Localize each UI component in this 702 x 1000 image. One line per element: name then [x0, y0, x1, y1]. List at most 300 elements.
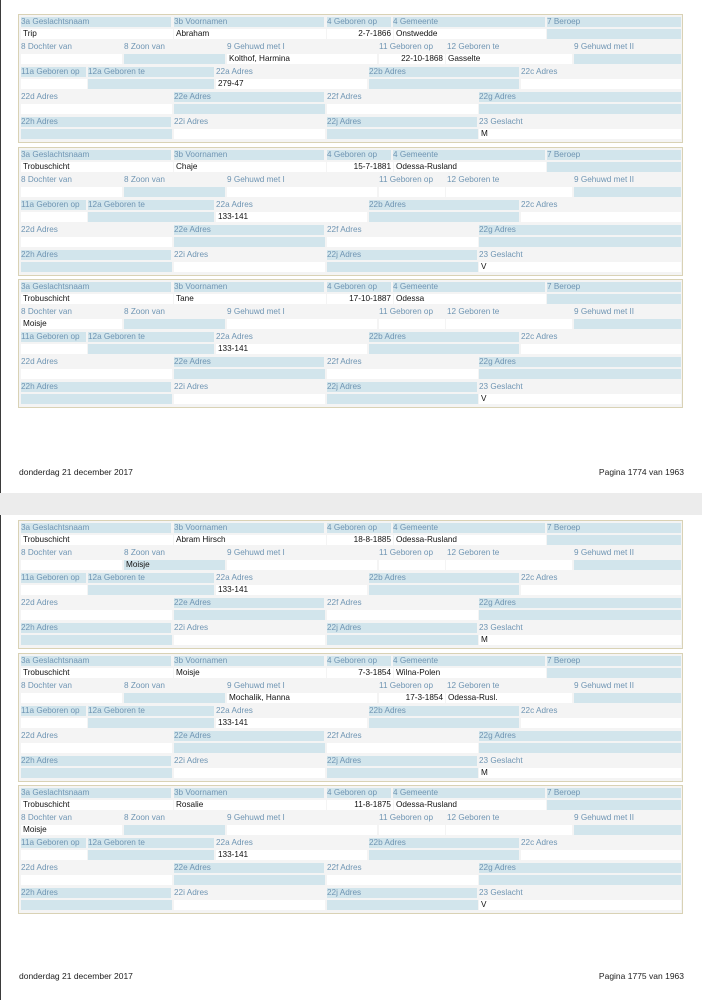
field-label-l12a: 12a Geboren te: [88, 573, 214, 583]
surname-field[interactable]: [21, 294, 173, 304]
firstnames-field-value: Moisje: [176, 668, 200, 677]
field-label-l7: 7 Beroep: [547, 282, 681, 292]
spouse-birth-date-field[interactable]: [379, 187, 445, 197]
field-label-l22j: 22j Adres: [327, 250, 477, 260]
birth-date-field[interactable]: [327, 800, 393, 810]
field-label-l22c: 22c Adres: [521, 200, 681, 210]
field-label-l9a: 9 Gehuwd met I: [227, 307, 377, 317]
birth-date-field-value: 7-3-1854: [358, 668, 391, 677]
field-label-l8d: 8 Dochter van: [21, 681, 121, 691]
birth-date-field[interactable]: [327, 29, 393, 39]
field-label-l22e: 22e Adres: [174, 731, 324, 741]
field-label-l22h: 22h Adres: [21, 250, 171, 260]
address-22h-field[interactable]: [21, 768, 172, 778]
field-label-l7: 7 Beroep: [547, 788, 681, 798]
married-I-field[interactable]: [227, 187, 377, 197]
spouse-birthplace-field[interactable]: [446, 693, 572, 703]
married-I-field-value: Mochalik, Hanna: [229, 693, 290, 702]
address-22e-field[interactable]: [174, 875, 325, 885]
firstnames-field-value: Chaje: [176, 162, 198, 171]
person-record: [18, 14, 683, 143]
son-of-field[interactable]: [124, 825, 225, 835]
field-label-l12a: 12a Geboren te: [88, 838, 214, 848]
birth-date-11a-field[interactable]: [21, 212, 87, 222]
daughter-of-field[interactable]: [21, 54, 122, 64]
field-label-l11a: 11a Geboren op: [21, 67, 86, 77]
municipality-field[interactable]: [394, 162, 546, 172]
occupation-field[interactable]: [547, 668, 681, 678]
married-I-field-value: Kolthof, Harmina: [229, 54, 290, 63]
field-label-l23: 23 Geslacht: [479, 623, 681, 633]
address-22j-field[interactable]: [327, 394, 478, 404]
address-22a-field[interactable]: [216, 850, 367, 860]
field-label-l9b: 9 Gehuwd met II: [574, 307, 681, 317]
daughter-of-field[interactable]: [21, 825, 122, 835]
field-label-l4g: 4 Gemeente: [393, 282, 545, 292]
page-separator: [0, 493, 702, 515]
surname-field[interactable]: [21, 162, 173, 172]
firstnames-field[interactable]: [174, 668, 326, 678]
field-label-l11a: 11a Geboren op: [21, 200, 86, 210]
address-22i-field[interactable]: [174, 768, 325, 778]
field-label-l12: 12 Geboren te: [447, 307, 571, 317]
field-label-l11: 11 Geboren op: [379, 681, 443, 691]
municipality-field[interactable]: [394, 29, 546, 39]
address-22e-field[interactable]: [174, 743, 325, 753]
firstnames-field[interactable]: [174, 800, 326, 810]
field-label-l3b: 3b Voornamen: [174, 17, 324, 27]
surname-field[interactable]: [21, 535, 173, 545]
surname-field-value: Trobuschicht: [23, 535, 70, 544]
field-label-l22e: 22e Adres: [174, 598, 324, 608]
field-label-l9a: 9 Gehuwd met I: [227, 813, 377, 823]
sex-field[interactable]: [479, 768, 681, 778]
address-22i-field[interactable]: [174, 129, 325, 139]
birthplace-12a-field[interactable]: [88, 212, 214, 222]
address-22b-field[interactable]: [369, 212, 519, 222]
field-label-l22a: 22a Adres: [216, 706, 366, 716]
married-II-field[interactable]: [574, 319, 681, 329]
field-label-l9a: 9 Gehuwd met I: [227, 548, 377, 558]
municipality-field[interactable]: [394, 800, 546, 810]
field-label-l22d: 22d Adres: [21, 598, 171, 608]
address-22d-field[interactable]: [21, 875, 172, 885]
field-label-l22d: 22d Adres: [21, 863, 171, 873]
spouse-birth-date-field[interactable]: [379, 693, 445, 703]
page-edge: [0, 0, 1, 493]
field-label-l8z: 8 Zoon van: [124, 175, 224, 185]
address-22h-field[interactable]: [21, 900, 172, 910]
field-label-l11a: 11a Geboren op: [21, 573, 86, 583]
field-label-l22g: 22g Adres: [479, 731, 681, 741]
field-label-l22a: 22a Adres: [216, 838, 366, 848]
address-22g-field[interactable]: [479, 369, 681, 379]
spouse-birthplace-field-value: Gasselte: [448, 54, 481, 63]
address-22i-field[interactable]: [174, 900, 325, 910]
spouse-birthplace-field[interactable]: [446, 825, 572, 835]
field-label-l22e: 22e Adres: [174, 357, 324, 367]
field-label-l22j: 22j Adres: [327, 382, 477, 392]
birth-date-field-value: 18-8-1885: [353, 535, 391, 544]
field-label-l23: 23 Geslacht: [479, 888, 681, 898]
birthplace-12a-field[interactable]: [88, 79, 214, 89]
married-II-field[interactable]: [574, 825, 681, 835]
field-label-l9b: 9 Gehuwd met II: [574, 813, 681, 823]
address-22a-field-value: 133-141: [218, 344, 249, 353]
married-II-field[interactable]: [574, 693, 681, 703]
field-label-l4g: 4 Gemeente: [393, 150, 545, 160]
address-22b-field[interactable]: [369, 585, 519, 595]
person-record: [18, 147, 683, 276]
son-of-field[interactable]: [124, 319, 225, 329]
address-22a-field[interactable]: [216, 718, 367, 728]
sex-field-value: V: [481, 900, 487, 909]
field-label-l22c: 22c Adres: [521, 332, 681, 342]
field-label-l12: 12 Geboren te: [447, 813, 571, 823]
birth-date-11a-field[interactable]: [21, 585, 87, 595]
surname-field-value: Trip: [23, 29, 37, 38]
field-label-l22a: 22a Adres: [216, 67, 366, 77]
daughter-of-field-value: Moisje: [23, 319, 47, 328]
firstnames-field[interactable]: [174, 162, 326, 172]
address-22g-field[interactable]: [479, 104, 681, 114]
field-label-l22g: 22g Adres: [479, 357, 681, 367]
daughter-of-field-value: Moisje: [23, 825, 47, 834]
birthplace-12a-field[interactable]: [88, 718, 214, 728]
field-label-l22b: 22b Adres: [369, 67, 519, 77]
address-22f-field[interactable]: [327, 610, 478, 620]
address-22e-field[interactable]: [174, 369, 325, 379]
address-22c-field[interactable]: [521, 79, 681, 89]
daughter-of-field[interactable]: [21, 319, 122, 329]
field-label-l3b: 3b Voornamen: [174, 150, 324, 160]
address-22f-field[interactable]: [327, 875, 478, 885]
field-label-l9b: 9 Gehuwd met II: [574, 42, 681, 52]
field-label-l12: 12 Geboren te: [447, 548, 571, 558]
field-label-l22i: 22i Adres: [174, 888, 324, 898]
address-22d-field[interactable]: [21, 237, 172, 247]
field-label-l9a: 9 Gehuwd met I: [227, 175, 377, 185]
field-label-l4g: 4 Gemeente: [393, 656, 545, 666]
sex-field[interactable]: [479, 262, 681, 272]
field-label-l4g: 4 Gemeente: [393, 17, 545, 27]
address-22a-field-value: 133-141: [218, 850, 249, 859]
birthplace-12a-field[interactable]: [88, 344, 214, 354]
address-22b-field[interactable]: [369, 344, 519, 354]
surname-field-value: Trobuschicht: [23, 800, 70, 809]
field-label-l22i: 22i Adres: [174, 756, 324, 766]
address-22g-field[interactable]: [479, 875, 681, 885]
address-22f-field[interactable]: [327, 369, 478, 379]
address-22f-field[interactable]: [327, 743, 478, 753]
address-22b-field[interactable]: [369, 79, 519, 89]
person-record: [18, 279, 683, 408]
address-22g-field[interactable]: [479, 743, 681, 753]
sex-field-value: M: [481, 768, 488, 777]
birthplace-12a-field[interactable]: [88, 585, 214, 595]
spouse-birth-date-field[interactable]: [379, 825, 445, 835]
field-label-l22f: 22f Adres: [327, 92, 477, 102]
address-22d-field[interactable]: [21, 743, 172, 753]
birth-date-field[interactable]: [327, 162, 393, 172]
field-label-l4: 4 Geboren op: [327, 150, 391, 160]
address-22g-field[interactable]: [479, 610, 681, 620]
address-22d-field[interactable]: [21, 369, 172, 379]
son-of-field-value: Moisje: [126, 560, 150, 569]
daughter-of-field[interactable]: [21, 187, 122, 197]
municipality-field-value: Odessa-Rusland: [396, 162, 457, 171]
field-label-l22j: 22j Adres: [327, 117, 477, 127]
field-label-l3a: 3a Geslachtsnaam: [21, 150, 171, 160]
field-label-l22j: 22j Adres: [327, 888, 477, 898]
field-label-l3b: 3b Voornamen: [174, 656, 324, 666]
person-record: [18, 785, 683, 914]
sex-field[interactable]: [479, 900, 681, 910]
field-label-l8d: 8 Dochter van: [21, 42, 121, 52]
field-label-l4: 4 Geboren op: [327, 656, 391, 666]
municipality-field[interactable]: [394, 668, 546, 678]
address-22e-field[interactable]: [174, 237, 325, 247]
field-label-l22d: 22d Adres: [21, 357, 171, 367]
spouse-birthplace-field[interactable]: [446, 54, 572, 64]
spouse-birthplace-field[interactable]: [446, 319, 572, 329]
married-I-field[interactable]: [227, 54, 377, 64]
address-22h-field[interactable]: [21, 394, 172, 404]
field-label-l22d: 22d Adres: [21, 225, 171, 235]
firstnames-field[interactable]: [174, 29, 326, 39]
address-22d-field[interactable]: [21, 610, 172, 620]
address-22h-field[interactable]: [21, 129, 172, 139]
field-label-l7: 7 Beroep: [547, 523, 681, 533]
address-22c-field[interactable]: [521, 850, 681, 860]
address-22j-field[interactable]: [327, 768, 478, 778]
field-label-l9b: 9 Gehuwd met II: [574, 548, 681, 558]
field-label-l22j: 22j Adres: [327, 623, 477, 633]
field-label-l4: 4 Geboren op: [327, 788, 391, 798]
address-22h-field[interactable]: [21, 262, 172, 272]
field-label-l9b: 9 Gehuwd met II: [574, 175, 681, 185]
address-22j-field[interactable]: [327, 262, 478, 272]
address-22b-field[interactable]: [369, 850, 519, 860]
field-label-l3a: 3a Geslachtsnaam: [21, 17, 171, 27]
sex-field-value: V: [481, 394, 487, 403]
sex-field[interactable]: [479, 635, 681, 645]
address-22b-field[interactable]: [369, 718, 519, 728]
field-label-l8d: 8 Dochter van: [21, 307, 121, 317]
son-of-field[interactable]: [124, 693, 225, 703]
address-22a-field-value: 279-47: [218, 79, 244, 88]
field-label-l11: 11 Geboren op: [379, 307, 443, 317]
occupation-field[interactable]: [547, 800, 681, 810]
field-label-l12: 12 Geboren te: [447, 681, 571, 691]
address-22j-field[interactable]: [327, 900, 478, 910]
surname-field[interactable]: [21, 668, 173, 678]
sex-field-value: M: [481, 129, 488, 138]
field-label-l11: 11 Geboren op: [379, 42, 443, 52]
address-22f-field[interactable]: [327, 104, 478, 114]
field-label-l22g: 22g Adres: [479, 598, 681, 608]
surname-field[interactable]: [21, 800, 173, 810]
son-of-field[interactable]: [124, 187, 225, 197]
field-label-l22a: 22a Adres: [216, 332, 366, 342]
municipality-field[interactable]: [394, 294, 546, 304]
field-label-l22e: 22e Adres: [174, 92, 324, 102]
birth-date-field-value: 2-7-1866: [358, 29, 391, 38]
field-label-l8d: 8 Dochter van: [21, 548, 121, 558]
field-label-l4: 4 Geboren op: [327, 282, 391, 292]
field-label-l12a: 12a Geboren te: [88, 67, 214, 77]
birth-date-11a-field[interactable]: [21, 344, 87, 354]
married-I-field[interactable]: [227, 693, 377, 703]
married-I-field[interactable]: [227, 825, 377, 835]
address-22d-field[interactable]: [21, 104, 172, 114]
birth-date-field[interactable]: [327, 668, 393, 678]
field-label-l22h: 22h Adres: [21, 888, 171, 898]
municipality-field-value: Odessa-Rusland: [396, 800, 457, 809]
address-22a-field[interactable]: [216, 79, 367, 89]
field-label-l11: 11 Geboren op: [379, 548, 443, 558]
address-22c-field[interactable]: [521, 718, 681, 728]
field-label-l22g: 22g Adres: [479, 863, 681, 873]
footer-date: donderdag 21 december 2017: [19, 971, 133, 981]
address-22a-field[interactable]: [216, 344, 367, 354]
field-label-l7: 7 Beroep: [547, 656, 681, 666]
birth-date-11a-field[interactable]: [21, 718, 87, 728]
field-label-l8d: 8 Dochter van: [21, 813, 121, 823]
son-of-field[interactable]: [124, 560, 225, 570]
address-22i-field[interactable]: [174, 635, 325, 645]
spouse-birthplace-field-value: Odessa-Rusl.: [448, 693, 498, 702]
birth-date-11a-field[interactable]: [21, 850, 87, 860]
field-label-l22c: 22c Adres: [521, 67, 681, 77]
field-label-l22j: 22j Adres: [327, 756, 477, 766]
spouse-birth-date-field-value: 17-3-1854: [405, 693, 443, 702]
field-label-l8z: 8 Zoon van: [124, 813, 224, 823]
field-label-l22i: 22i Adres: [174, 250, 324, 260]
surname-field-value: Trobuschicht: [23, 162, 70, 171]
field-label-l22h: 22h Adres: [21, 117, 171, 127]
field-label-l22b: 22b Adres: [369, 838, 519, 848]
field-label-l22g: 22g Adres: [479, 225, 681, 235]
married-II-field[interactable]: [574, 560, 681, 570]
firstnames-field[interactable]: [174, 294, 326, 304]
spouse-birthplace-field[interactable]: [446, 560, 572, 570]
person-record: [18, 520, 683, 649]
married-II-field[interactable]: [574, 54, 681, 64]
address-22f-field[interactable]: [327, 237, 478, 247]
firstnames-field-value: Abram Hirsch: [176, 535, 226, 544]
field-label-l12a: 12a Geboren te: [88, 706, 214, 716]
field-label-l22i: 22i Adres: [174, 117, 324, 127]
field-label-l22a: 22a Adres: [216, 200, 366, 210]
firstnames-field[interactable]: [174, 535, 326, 545]
page-edge: [0, 515, 1, 1000]
spouse-birthplace-field[interactable]: [446, 187, 572, 197]
birth-date-field[interactable]: [327, 535, 393, 545]
surname-field-value: Trobuschicht: [23, 294, 70, 303]
surname-field[interactable]: [21, 29, 173, 39]
address-22c-field[interactable]: [521, 585, 681, 595]
footer-page-number: Pagina 1775 van 1963: [598, 971, 684, 981]
married-II-field[interactable]: [574, 187, 681, 197]
field-label-l12: 12 Geboren te: [447, 175, 571, 185]
address-22e-field[interactable]: [174, 104, 325, 114]
field-label-l11a: 11a Geboren op: [21, 332, 86, 342]
occupation-field[interactable]: [547, 29, 681, 39]
occupation-field[interactable]: [547, 162, 681, 172]
municipality-field-value: Odessa: [396, 294, 425, 303]
field-label-l3b: 3b Voornamen: [174, 788, 324, 798]
address-22c-field[interactable]: [521, 344, 681, 354]
address-22a-field[interactable]: [216, 585, 367, 595]
address-22g-field[interactable]: [479, 237, 681, 247]
address-22a-field[interactable]: [216, 212, 367, 222]
daughter-of-field[interactable]: [21, 693, 122, 703]
field-label-l4g: 4 Gemeente: [393, 523, 545, 533]
son-of-field[interactable]: [124, 54, 225, 64]
birth-date-field[interactable]: [327, 294, 393, 304]
spouse-birth-date-field-value: 22-10-1868: [401, 54, 443, 63]
field-label-l22f: 22f Adres: [327, 863, 477, 873]
field-label-l3a: 3a Geslachtsnaam: [21, 523, 171, 533]
sex-field-value: V: [481, 262, 487, 271]
married-I-field[interactable]: [227, 560, 377, 570]
field-label-l12a: 12a Geboren te: [88, 200, 214, 210]
municipality-field[interactable]: [394, 535, 546, 545]
field-label-l22e: 22e Adres: [174, 225, 324, 235]
field-label-l9b: 9 Gehuwd met II: [574, 681, 681, 691]
firstnames-field-value: Rosalie: [176, 800, 204, 809]
address-22a-field-value: 133-141: [218, 212, 249, 221]
field-label-l22b: 22b Adres: [369, 573, 519, 583]
field-label-l3a: 3a Geslachtsnaam: [21, 656, 171, 666]
field-label-l11a: 11a Geboren op: [21, 838, 86, 848]
address-22j-field[interactable]: [327, 129, 478, 139]
spouse-birth-date-field[interactable]: [379, 319, 445, 329]
page-2: [0, 515, 702, 1000]
address-22i-field[interactable]: [174, 394, 325, 404]
birthplace-12a-field[interactable]: [88, 850, 214, 860]
field-label-l22g: 22g Adres: [479, 92, 681, 102]
occupation-field[interactable]: [547, 535, 681, 545]
spouse-birth-date-field[interactable]: [379, 54, 445, 64]
field-label-l22c: 22c Adres: [521, 706, 681, 716]
field-label-l22a: 22a Adres: [216, 573, 366, 583]
occupation-field[interactable]: [547, 294, 681, 304]
address-22e-field[interactable]: [174, 610, 325, 620]
sex-field[interactable]: [479, 394, 681, 404]
field-label-l22f: 22f Adres: [327, 357, 477, 367]
field-label-l22c: 22c Adres: [521, 573, 681, 583]
address-22i-field[interactable]: [174, 262, 325, 272]
address-22c-field[interactable]: [521, 212, 681, 222]
field-label-l3b: 3b Voornamen: [174, 282, 324, 292]
field-label-l23: 23 Geslacht: [479, 117, 681, 127]
sex-field[interactable]: [479, 129, 681, 139]
field-label-l7: 7 Beroep: [547, 150, 681, 160]
field-label-l9a: 9 Gehuwd met I: [227, 42, 377, 52]
surname-field-value: Trobuschicht: [23, 668, 70, 677]
married-I-field[interactable]: [227, 319, 377, 329]
address-22j-field[interactable]: [327, 635, 478, 645]
field-label-l22b: 22b Adres: [369, 200, 519, 210]
daughter-of-field[interactable]: [21, 560, 122, 570]
field-label-l11a: 11a Geboren op: [21, 706, 86, 716]
field-label-l22f: 22f Adres: [327, 225, 477, 235]
spouse-birth-date-field[interactable]: [379, 560, 445, 570]
address-22h-field[interactable]: [21, 635, 172, 645]
birth-date-11a-field[interactable]: [21, 79, 87, 89]
